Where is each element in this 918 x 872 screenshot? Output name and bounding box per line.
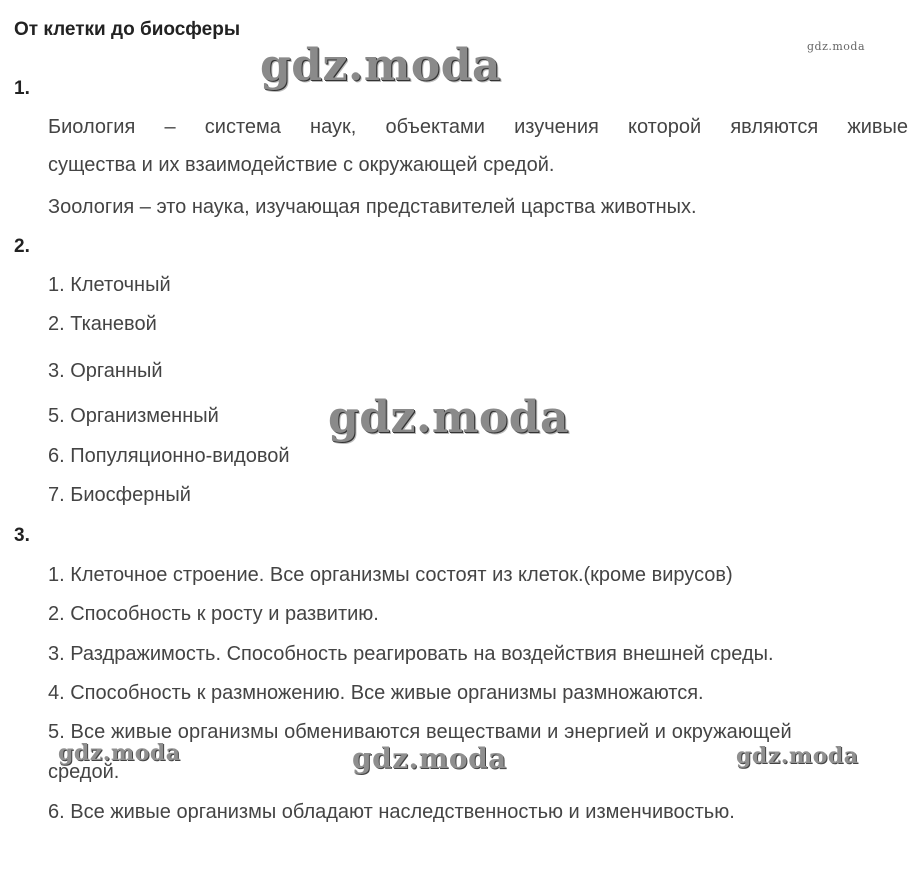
list-item-level: 1. Клеточный [48, 274, 171, 296]
watermark-bottom-right: gdz.moda [736, 743, 859, 769]
zoology-definition: Зоология – это наука, изучающая представителей царства животных. [48, 196, 697, 218]
list-item-level: 3. Органный [48, 360, 163, 382]
biology-definition-line-1: Биология – система наук, объектами изучения которой являются живые [48, 116, 908, 138]
list-item-level: 5. Организменный [48, 405, 219, 427]
watermark-top-right: gdz.moda [807, 40, 866, 53]
section-number-1: 1. [14, 78, 30, 99]
list-item-property: 2. Способность к росту и развитию. [48, 603, 379, 625]
watermark-middle: gdz.moda [328, 392, 570, 443]
watermark-bottom-left: gdz.moda [58, 740, 181, 766]
list-item-property: 4. Способность к размножению. Все живые организмы размножаются. [48, 682, 704, 704]
list-item-level: 7. Биосферный [48, 484, 191, 506]
biology-definition-line-2: существа и их взаимодействие с окружающей средой. [48, 154, 555, 176]
page-title: От клетки до биосферы [14, 19, 241, 40]
list-item-level: 6. Популяционно-видовой [48, 445, 290, 467]
biology-definition [48, 108, 908, 184]
watermark-bottom-center: gdz.moda [352, 742, 507, 775]
section-number-2: 2. [14, 236, 30, 257]
list-item-property: 5. Все живые организмы обмениваются веществами и энергией и окружающей [48, 721, 792, 743]
section-number-3: 3. [14, 525, 30, 546]
list-item-level: 2. Тканевой [48, 313, 157, 335]
list-item-property: 6. Все живые организмы обладают наследственностью и изменчивостью. [48, 801, 735, 823]
list-item-property: 1. Клеточное строение. Все организмы состоят из клеток.(кроме вирусов) [48, 564, 733, 586]
watermark-top: gdz.moda [260, 40, 502, 91]
list-item-property-continuation: средой. [48, 761, 120, 783]
list-item-property: 3. Раздражимость. Способность реагировать на воздействия внешней среды. [48, 643, 774, 665]
